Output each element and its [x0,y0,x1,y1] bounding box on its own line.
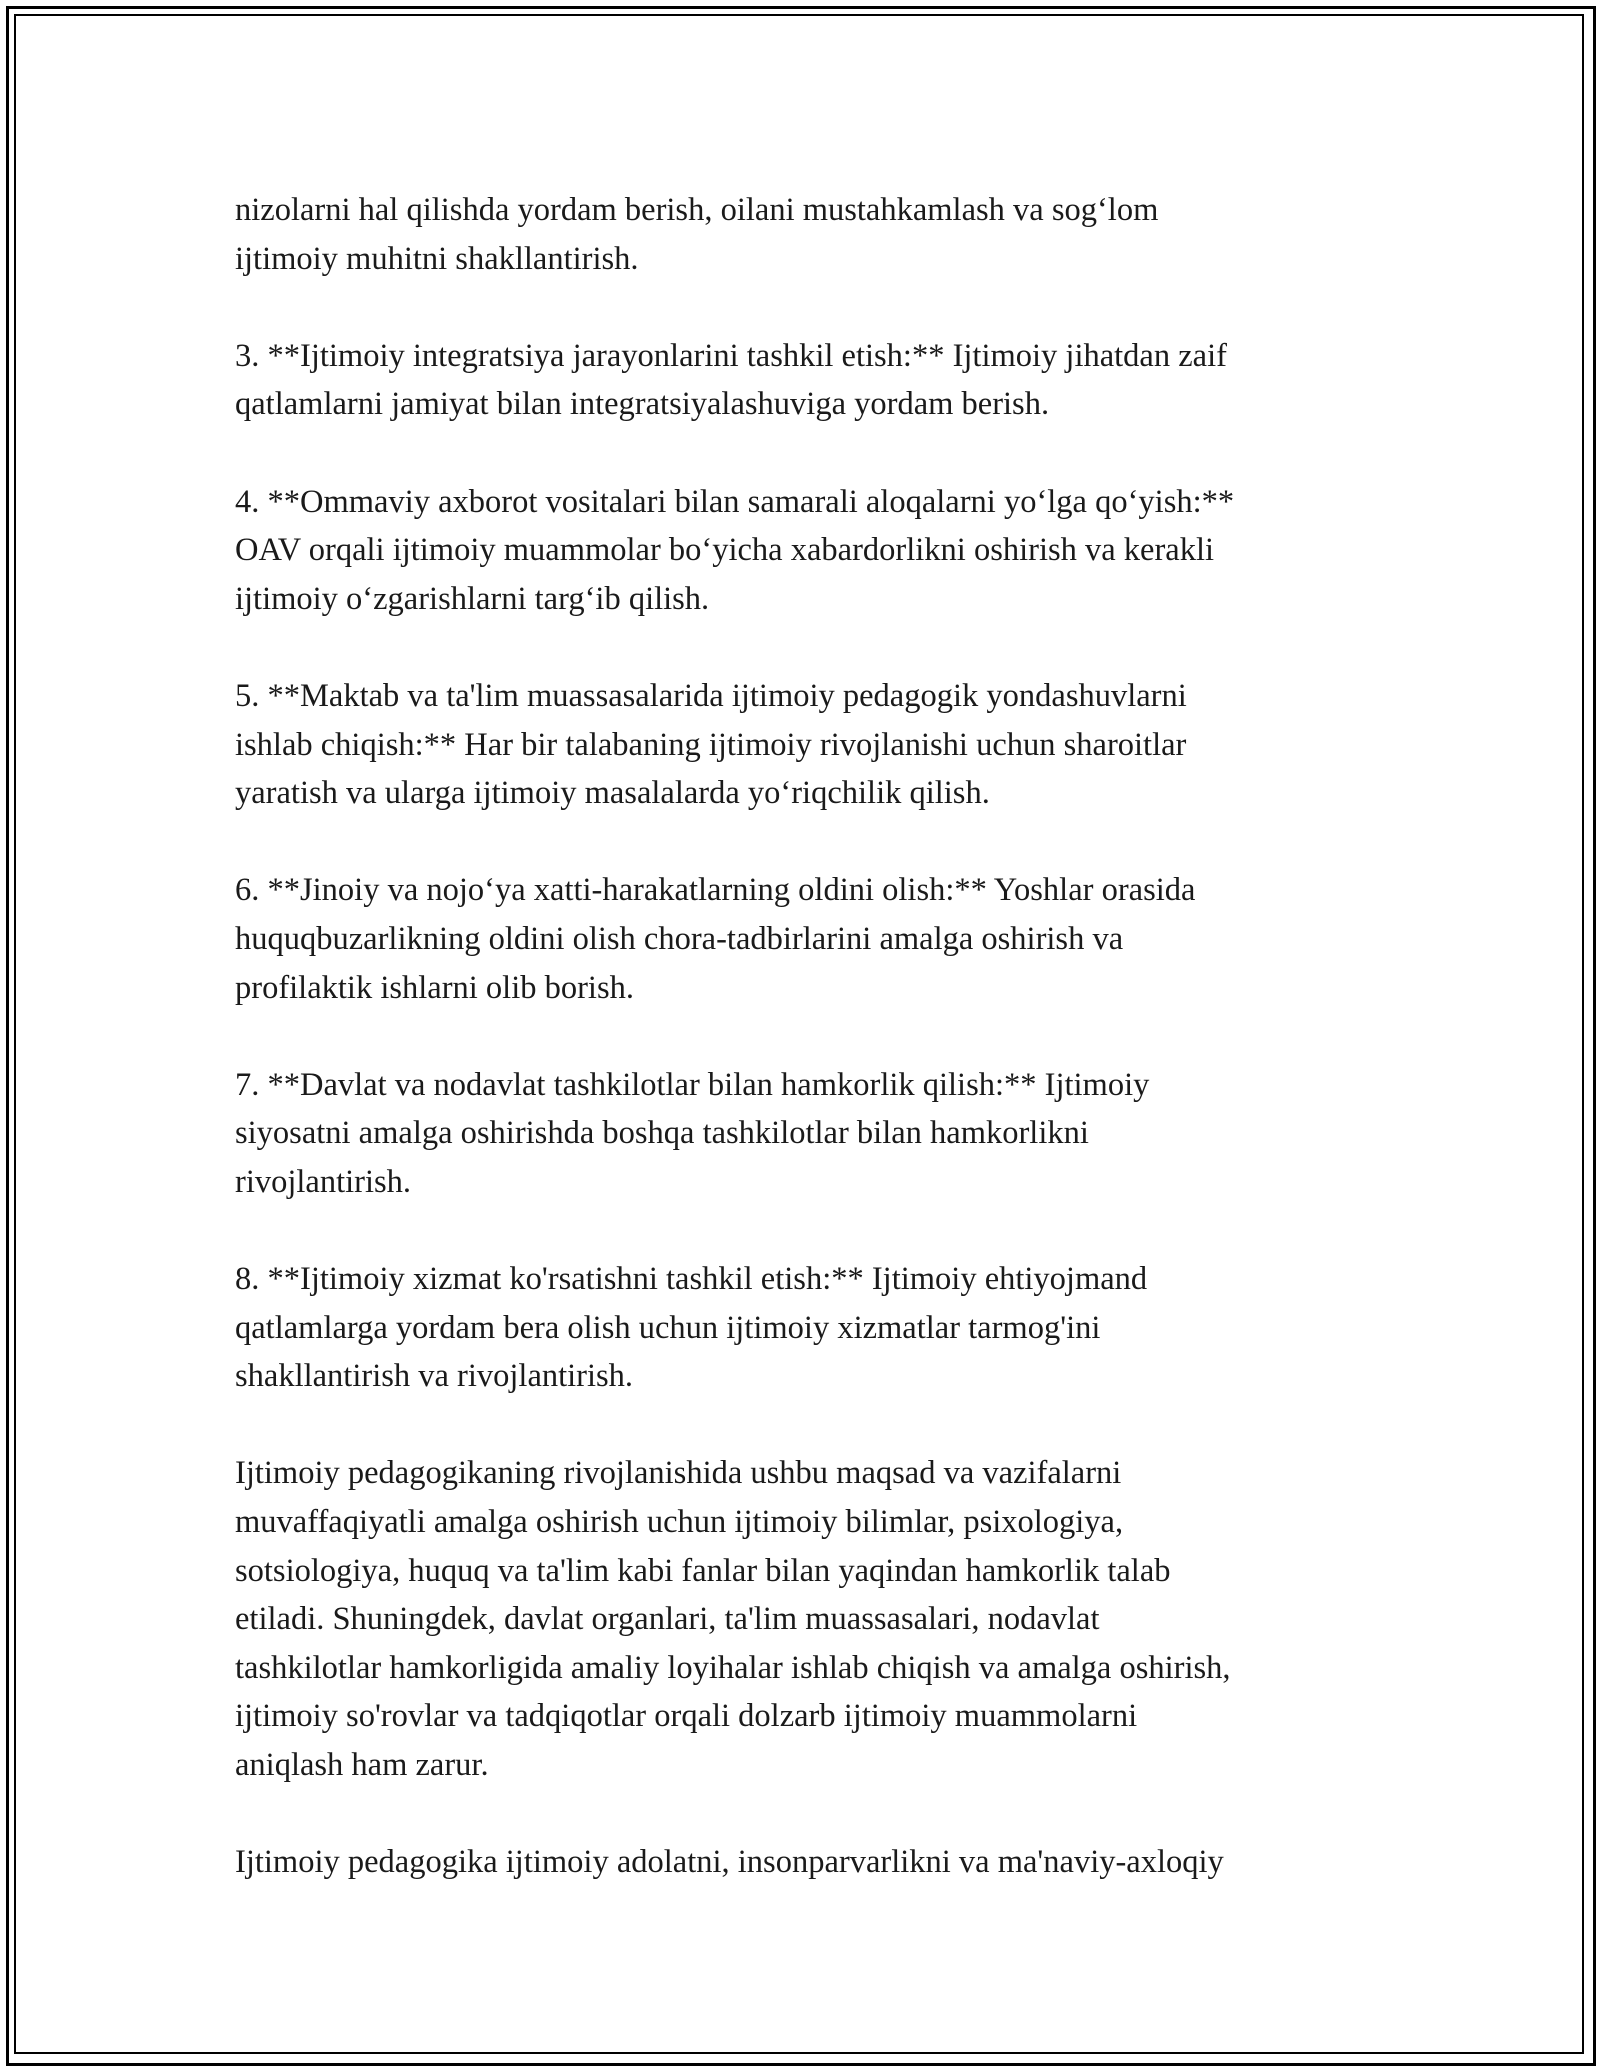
paragraph-closing: Ijtimoiy pedagogika ijtimoiy adolatni, insonparvarlikni va ma'naviy-axloqiy [235,1844,1224,1881]
list-item-8: 8. **Ijtimoiy xizmat ko'rsatishni tashkil etish:** Ijtimoiy ehtiyojmand qatlamlarga yordam bera olish uchun ijtimoiy xizmatlar tarmog'ini shakllantirish va rivojlantirish. [235,1261,1148,1395]
document-body [235,186,1415,1887]
list-item-3: 3. **Ijtimoiy integratsiya jarayonlarini tashkil etish:** Ijtimoiy jihatdan zaif qatlamlarni jamiyat bilan integratsiyalashuviga yordam berish. [235,337,1227,423]
list-item-6: 6. **Jinoiy va nojo‘ya xatti-harakatlarning oldini olish:** Yoshlar orasida huquqbuzarlikning oldini olish chora-tadbirlarini amalga oshirish va profilaktik ishlarni olib borish. [235,872,1196,1006]
paragraph-summary: Ijtimoiy pedagogikaning rivojlanishida ushbu maqsad va vazifalarni muvaffaqiyatli amalga oshirish uchun ijtimoiy bilimlar, psixologiya, sotsiologiya, huquq va ta'lim kabi fanlar bilan yaqindan hamkorlik talab etiladi. Shuningdek, davlat organlari, ta'lim muassasalari, nodavlat tashkilotlar hamkorligida amaliy loyihalar ishlab chiqish va amalga oshirish, ijtimoiy so'rovlar va tadqiqotlar orqali dolzarb ijtimoiy muammolarni aniqlash ham zarur. [235,1455,1231,1783]
paragraph-continuation: nizolarni hal qilishda yordam berish, oilani mustahkamlash va sog‘lom ijtimoiy muhitni shakllantirish. [235,192,1159,277]
list-item-5: 5. **Maktab va ta'lim muassasalarida ijtimoiy pedagogik yondashuvlarni ishlab chiqish:** Har bir talabaning ijtimoiy rivojlanishi uchun sharoitlar yaratish va ularga ijtimoiy masalalarda yo‘riqchilik qilish. [235,677,1187,812]
list-item-4: 4. **Ommaviy axborot vositalari bilan samarali aloqalarni yo‘lga qo‘yish:** OAV orqali ijtimoiy muammolar bo‘yicha xabardorlikni oshirish va kerakli ijtimoiy o‘zgarishlarni targ‘ib qilish. [235,483,1235,617]
list-item-7: 7. **Davlat va nodavlat tashkilotlar bilan hamkorlik qilish:** Ijtimoiy siyosatni amalga oshirishda boshqa tashkilotlar bilan hamkorlikni rivojlantirish. [235,1066,1150,1200]
